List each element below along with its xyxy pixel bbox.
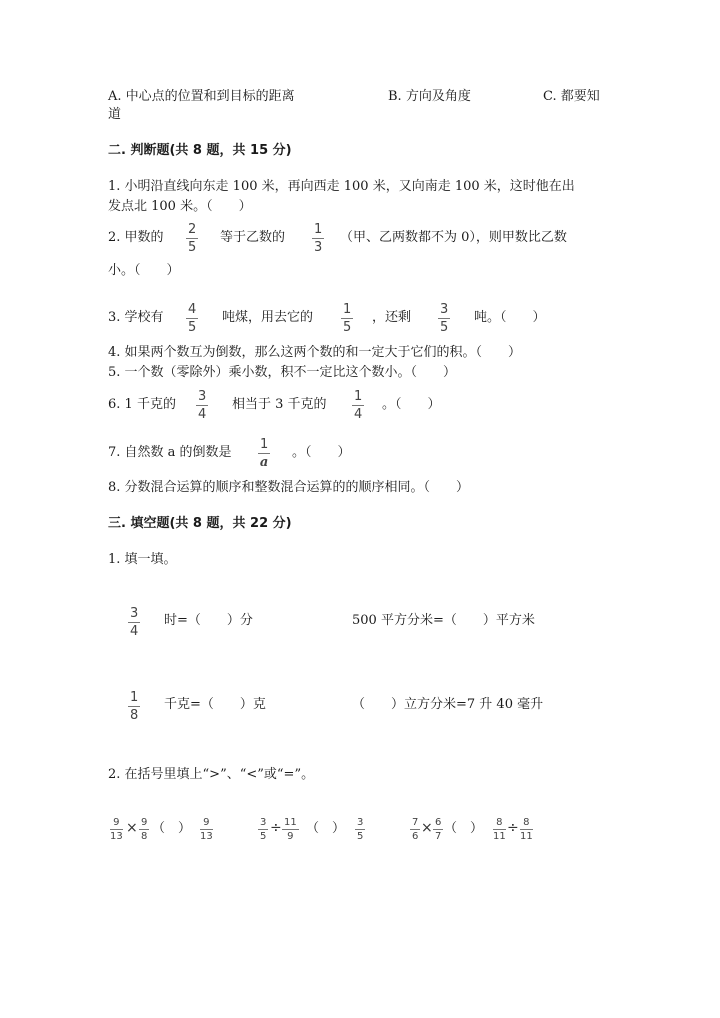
cmp2-frac-a: 3 5 bbox=[260, 817, 267, 842]
judge-q4: 4. 如果两个数互为倒数，那么这两个数的和一定大于它们的积。（ ） bbox=[108, 345, 522, 360]
judge-q3-c: ，还剩 bbox=[372, 310, 412, 325]
judge-q2-b: 等于乙数的 bbox=[220, 230, 286, 245]
judge-q3-a: 3. 学校有 bbox=[108, 310, 164, 325]
cmp1-frac-b: 9 8 bbox=[141, 817, 148, 842]
judge-q7-a: 7. 自然数 a 的倒数是 bbox=[108, 445, 232, 460]
cmp2-answer-blank[interactable]: （ ） bbox=[306, 821, 346, 836]
judge-q1-line1: 1. 小明沿直线向东走 100 米，再向西走 100 米，又向南走 100 米，这时他在出 bbox=[108, 179, 575, 194]
cmp2-frac-b: 11 9 bbox=[284, 817, 297, 842]
fill-item-kg: 千克=（ ）克 bbox=[164, 697, 266, 712]
judge-q2-line2: 小。（ ） bbox=[108, 263, 180, 278]
fraction-one-over-a: 1 a bbox=[259, 437, 269, 470]
judge-q6-a: 6. 1 千克的 bbox=[108, 397, 176, 412]
judge-q3-d: 吨。（ ） bbox=[474, 310, 546, 325]
cmp3-frac-result-a: 8 11 bbox=[493, 817, 506, 842]
cmp1-operator: × bbox=[126, 820, 138, 836]
judge-q7-b: 。（ ） bbox=[292, 445, 351, 460]
fraction-one-quarter: 1 4 bbox=[354, 389, 363, 422]
fraction-one-third: 1 3 bbox=[314, 222, 323, 255]
choice-a: A. 中心点的位置和到目标的距离 bbox=[108, 89, 295, 104]
choice-a-cont: 道 bbox=[108, 107, 122, 122]
cmp3-frac-result-b: 8 11 bbox=[520, 817, 533, 842]
fraction-three-quarters: 3 4 bbox=[198, 389, 207, 422]
cmp3-answer-blank[interactable]: （ ） bbox=[444, 821, 484, 836]
fill-q2-label: 2. 在括号里填上“>”、“<”或“=”。 bbox=[108, 767, 315, 782]
judge-q2-c: （甲、乙两数都不为 0），则甲数比乙数 bbox=[340, 230, 567, 245]
fraction-two-fifths: 2 5 bbox=[188, 222, 197, 255]
choice-b: B. 方向及角度 bbox=[388, 89, 471, 104]
judge-q5: 5. 一个数（零除外）乘小数，积不一定比这个数小。（ ） bbox=[108, 365, 457, 380]
judge-q6-b: 相当于 3 千克的 bbox=[232, 397, 327, 412]
judge-q3-b: 吨煤，用去它的 bbox=[222, 310, 314, 325]
judge-q2-a: 2. 甲数的 bbox=[108, 230, 164, 245]
cmp2-frac-result: 3 5 bbox=[357, 817, 364, 842]
fraction-one-fifth: 1 5 bbox=[343, 302, 352, 335]
fraction-four-fifths: 4 5 bbox=[188, 302, 197, 335]
cmp1-answer-blank[interactable]: （ ） bbox=[152, 821, 192, 836]
choice-c: C. 都要知 bbox=[543, 89, 600, 104]
cmp1-frac-a: 9 13 bbox=[110, 817, 123, 842]
cmp1-frac-result: 9 13 bbox=[200, 817, 213, 842]
cmp3-operator-2: ÷ bbox=[507, 820, 519, 836]
fill-q1-label: 1. 填一填。 bbox=[108, 552, 177, 567]
fraction-three-fifths: 3 5 bbox=[440, 302, 449, 335]
judge-q6-c: 。（ ） bbox=[382, 397, 441, 412]
fill-item-volume: （ ）立方分米=7 升 40 毫升 bbox=[352, 697, 544, 712]
section-3-title: 三. 填空题(共 8 题，共 22 分) bbox=[108, 516, 292, 531]
cmp2-operator: ÷ bbox=[270, 820, 282, 836]
cmp3-operator: × bbox=[421, 820, 433, 836]
fraction-one-eighth: 1 8 bbox=[130, 690, 139, 723]
cmp3-frac-a: 7 6 bbox=[412, 817, 419, 842]
fraction-three-quarters-fill: 3 4 bbox=[130, 606, 139, 639]
judge-q1-line2: 发点北 100 米。（ ） bbox=[108, 199, 252, 214]
cmp3-frac-b: 6 7 bbox=[435, 817, 442, 842]
judge-q8: 8. 分数混合运算的顺序和整数混合运算的的顺序相同。（ ） bbox=[108, 480, 470, 495]
fill-item-hours: 时=（ ）分 bbox=[164, 613, 253, 628]
fill-item-area: 500 平方分米=（ ）平方米 bbox=[352, 613, 535, 628]
section-2-title: 二. 判断题(共 8 题，共 15 分) bbox=[108, 143, 292, 158]
